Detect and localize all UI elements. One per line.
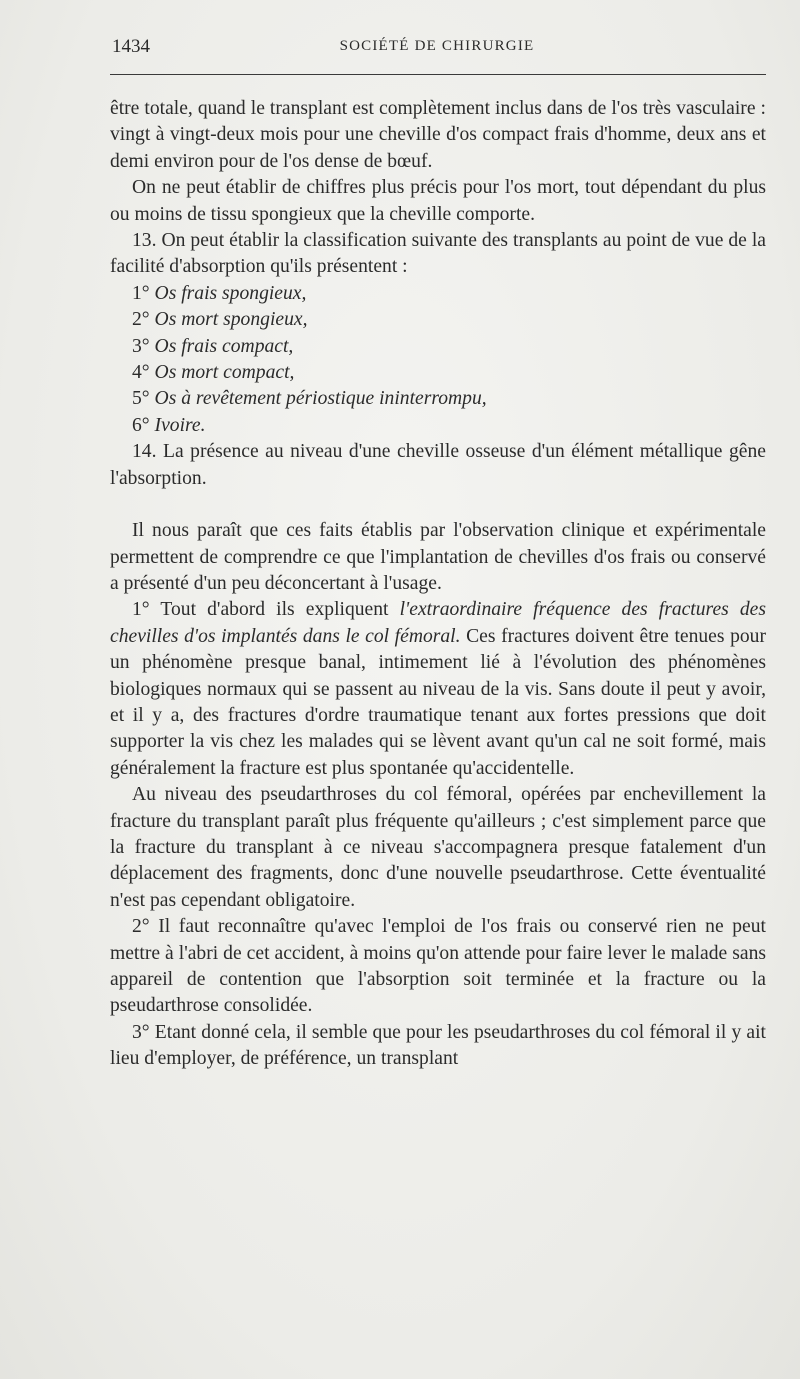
list-item bbox=[110, 334, 766, 360]
page-number: 1434 bbox=[112, 36, 150, 57]
list-item bbox=[110, 386, 766, 412]
list-number: 3° bbox=[132, 335, 150, 357]
paragraph-lead: 1° Tout d'abord ils expliquent bbox=[132, 599, 400, 621]
list-text: Os frais spongieux, bbox=[154, 282, 307, 304]
list-item bbox=[110, 413, 766, 439]
list-item bbox=[110, 307, 766, 333]
list-item bbox=[110, 360, 766, 386]
list-text: Ivoire. bbox=[154, 414, 206, 436]
paragraph-13-classification: 13. On peut établir la classification suivante des transplants au point de vue de la facilité d'absorption qu'ils présentent : bbox=[110, 230, 766, 278]
paragraph-observation: Il nous paraît que ces faits établis par l'observation clinique et expérimentale permettent de comprendre ce que l'implantation de chevilles d'os frais ou conservé a présenté d'un peu déconcertant à l'usage. bbox=[110, 520, 766, 594]
paragraph-os-frais: 2° Il faut reconnaître qu'avec l'emploi de l'os frais ou conservé rien ne peut mettre à l'abri de cet accident, à moins qu'on attende pour faire lever le malade sans appareil de contention que l'absorption soit terminée et la fracture ou la pseudarthrose consolidée. bbox=[110, 916, 766, 1017]
header-rule bbox=[110, 74, 766, 75]
list-text: Os frais compact, bbox=[154, 335, 294, 357]
list-text: Os mort compact, bbox=[154, 362, 295, 384]
list-number: 5° bbox=[132, 388, 150, 410]
list-number: 4° bbox=[132, 362, 150, 384]
list-text: Os mort spongieux, bbox=[154, 309, 308, 331]
paragraph-pseudarthroses: Au niveau des pseudarthroses du col fémoral, opérées par enchevillement la fracture du transplant paraît plus fréquente qu'ailleurs ; c'est simplement parce que la fracture du transplant à ce niveau s'accompagnera presque fatalement d'un déplacement des fragments, donc d'une nouvelle pseudarthrose. Cette éventualité n'est pas cependant obligatoire. bbox=[110, 784, 766, 911]
paragraph-os-mort: On ne peut établir de chiffres plus précis pour l'os mort, tout dépendant du plus ou moins de tissu spongieux que la cheville comporte. bbox=[110, 177, 766, 225]
paragraph-col-femoral: 3° Etant donné cela, il semble que pour les pseudarthroses du col fémoral il y ait lieu d'employer, de préférence, un transplant bbox=[110, 1021, 766, 1070]
list-number: 2° bbox=[132, 309, 150, 331]
paragraph-14-metal: 14. La présence au niveau d'une cheville osseuse d'un élément métallique gêne l'absorption. bbox=[110, 441, 766, 489]
journal-title: SOCIÉTÉ DE CHIRURGIE bbox=[339, 38, 535, 54]
list-number: 1° bbox=[132, 282, 150, 304]
paragraph-rest: Ces fractures doivent être tenues pour un phénomène presque banal, intimement lié à l'évolution des phénomènes biologiques normaux qui se passent au niveau de la vis. Sans doute il peut y avoir, et il y a, des fractures d'ordre traumatique tenant aux fortes pressions que doit supporter la vis chez les malades qui se lèvent avant qu'un cal ne soit formé, mais généralement la fracture est plus spontanée qu'accidentelle. bbox=[110, 625, 766, 779]
emphasis-text: l'extraordinaire fréquence des fractures des chevilles d'os implantés dans le col fémoral. bbox=[110, 599, 766, 647]
list-text: Os à revêtement périostique ininterrompu, bbox=[154, 388, 487, 410]
list-number: 6° bbox=[132, 414, 150, 436]
section-gap bbox=[110, 492, 766, 518]
paragraph-fractures bbox=[110, 597, 766, 782]
list-item bbox=[110, 281, 766, 307]
classification-list bbox=[110, 281, 766, 439]
running-head bbox=[108, 34, 766, 62]
paragraph-continuation: être totale, quand le transplant est complètement inclus dans de l'os très vasculaire : vingt à vingt-deux mois pour une cheville d'os compact frais d'homme, deux ans et demi environ pour de l'os dense de bœuf. bbox=[110, 98, 766, 172]
body-text bbox=[110, 96, 766, 1073]
